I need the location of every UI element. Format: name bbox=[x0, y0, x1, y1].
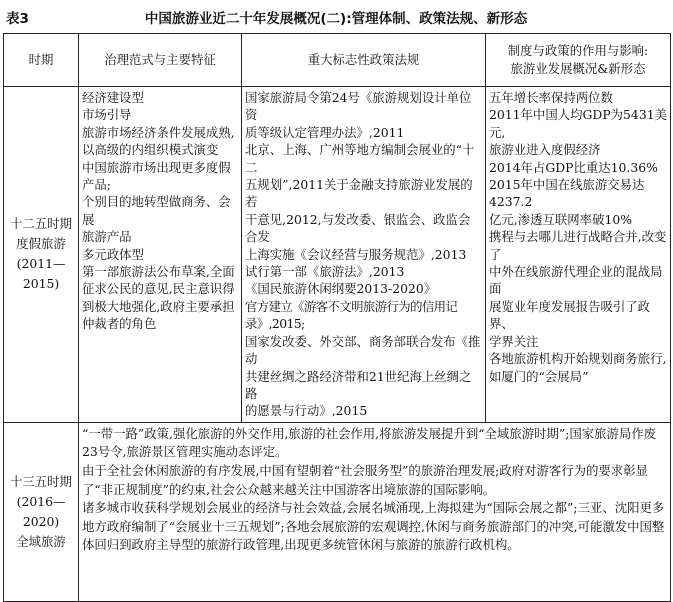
governance-line: 个别目的地转型做商务、会展 bbox=[82, 194, 231, 227]
table-caption bbox=[6, 5, 666, 27]
impact-line: 各地旅游机构开始规划商务旅行, bbox=[489, 351, 667, 367]
table-row bbox=[4, 87, 671, 423]
header-period: 时期 bbox=[4, 34, 79, 87]
merged-description-cell bbox=[79, 422, 671, 601]
impact-line: 中外在线旅游代理企业的混战局面 bbox=[489, 264, 663, 297]
policy-line: 国家旅游局令第24号《旅游规划设计单位资 bbox=[245, 90, 472, 123]
impact-line: 五年增长率保持两位数 bbox=[489, 90, 613, 105]
governance-line: 多元政体型 bbox=[82, 246, 144, 262]
period-line: (2016—2020) bbox=[16, 493, 66, 529]
period-cell bbox=[4, 87, 79, 423]
period-line: 十二五时期 bbox=[10, 216, 72, 232]
policy-table bbox=[3, 33, 671, 602]
description-paragraph: 诸多城市收获科学规划会展业的经济与社会效益,会展名城涌现,上海拟建为“国际会展之都”;三亚、沈阳更多地方政府编制了“会展业十三五规划”;各地会展旅游的宏观调控,休闲与商务旅游部门的冲突,可能激发中国整体回归到政府主导型的旅游行政管理,出现更多统管休闲与旅游的旅游行政机构。 bbox=[82, 500, 665, 553]
description-paragraph: 由于全社会休闲旅游的有序发展,中国有望朝着“社会服务型”的旅游治理发展;政府对游客行为的要求彰显了“非正规制度”的约束,社会公众越来越关注中国游客出境旅游的国际影响。 bbox=[82, 462, 648, 497]
period-line: 全域旅游 bbox=[16, 533, 66, 549]
impact-line: 携程与去哪儿进行战略合并,改变了 bbox=[489, 229, 667, 262]
period-line: (2011—2015) bbox=[16, 256, 66, 292]
table-row bbox=[4, 422, 671, 601]
impact-line: 学界关注 bbox=[489, 333, 539, 349]
governance-line: 旅游产品 bbox=[82, 229, 132, 245]
impact-line: 2011年中国人均GDP为5431美元, bbox=[489, 107, 667, 140]
governance-line: 以高级的内组织模式演变 bbox=[82, 142, 219, 158]
header-impact-line1: 制度与政策的作用与影响: bbox=[507, 43, 649, 58]
description-paragraph: “一带一路”政策,强化旅游的外交作用,旅游的社会作用,将旅游发展提升到“全域旅游时期”;国家旅游局作废23号令,旅游景区管理实施动态评定。 bbox=[82, 425, 657, 460]
policy-line: 干意见,2012,与发改委、银监会、政监会合发 bbox=[245, 211, 471, 245]
impact-line: 亿元,渗透互联网率破10% bbox=[489, 211, 632, 227]
table-number: 表3 bbox=[6, 11, 29, 27]
governance-line: 第一部旅游法公布草案,全面 bbox=[82, 264, 235, 280]
impact-line: 2014年占GDP比重达10.36% bbox=[489, 159, 658, 175]
header-impact-line2: 旅游业发展概况&新形态 bbox=[510, 61, 646, 76]
period-line: 十三五时期 bbox=[10, 473, 72, 489]
governance-line: 中国旅游市场出现更多度假产品; bbox=[82, 159, 231, 193]
impact-line: 如厦门的“会展局” bbox=[489, 368, 589, 384]
period-cell bbox=[4, 422, 79, 601]
header-row bbox=[4, 34, 671, 87]
policy-line: 质等级认定管理办法》,2011 bbox=[245, 124, 405, 140]
policy-line: 国家发改委、外交部、商务部联合发布《推动 bbox=[245, 333, 481, 367]
governance-line: 旅游市场经济条件发展成熟, bbox=[82, 124, 235, 140]
impact-line: 2015年中国在线旅游交易达4237.2 bbox=[489, 177, 645, 210]
policy-line: 官方建立《游客不文明旅游行为的信用记录》,2015; bbox=[245, 298, 458, 332]
policy-line: 《国民旅游休闲纲要2013-2020》 bbox=[245, 281, 437, 297]
impact-line: 展览业年度发展报告吸引了政界、 bbox=[489, 298, 651, 332]
governance-line: 市场引导 bbox=[82, 107, 132, 123]
policy-line: 五规划”,2011关于金融支持旅游业发展的若 bbox=[245, 177, 473, 210]
header-governance: 治理范式与主要特征 bbox=[79, 34, 242, 87]
period-line: 度假旅游 bbox=[16, 236, 66, 252]
policy-line: 北京、上海、广州等地方编制会展业的“十二 bbox=[245, 142, 475, 175]
governance-line: 仲裁者的角色 bbox=[82, 316, 157, 332]
header-impact bbox=[486, 34, 671, 87]
policy-line: 共建丝绸之路经济带和21世纪海上丝绸之路 bbox=[245, 368, 472, 401]
policy-line: 上海实施《会议经营与服务规范》,2013 bbox=[245, 246, 467, 262]
impact-cell bbox=[486, 87, 671, 423]
policy-line: 试行第一部《旅游法》,2013 bbox=[245, 264, 405, 280]
header-policy: 重大标志性政策法规 bbox=[242, 34, 486, 87]
governance-line: 征求公民的意见,民主意识得 bbox=[82, 281, 235, 297]
governance-line: 到极大地强化,政府主要承担 bbox=[82, 298, 235, 314]
governance-line: 经济建设型 bbox=[82, 90, 144, 105]
policy-cell bbox=[242, 87, 486, 423]
governance-cell bbox=[79, 87, 242, 423]
impact-line: 旅游业进入度假经济 bbox=[489, 142, 601, 158]
policy-line: 的愿景与行动》,2015 bbox=[245, 403, 368, 419]
table-title: 中国旅游业近二十年发展概况(二):管理体制、政策法规、新形态 bbox=[144, 11, 528, 27]
